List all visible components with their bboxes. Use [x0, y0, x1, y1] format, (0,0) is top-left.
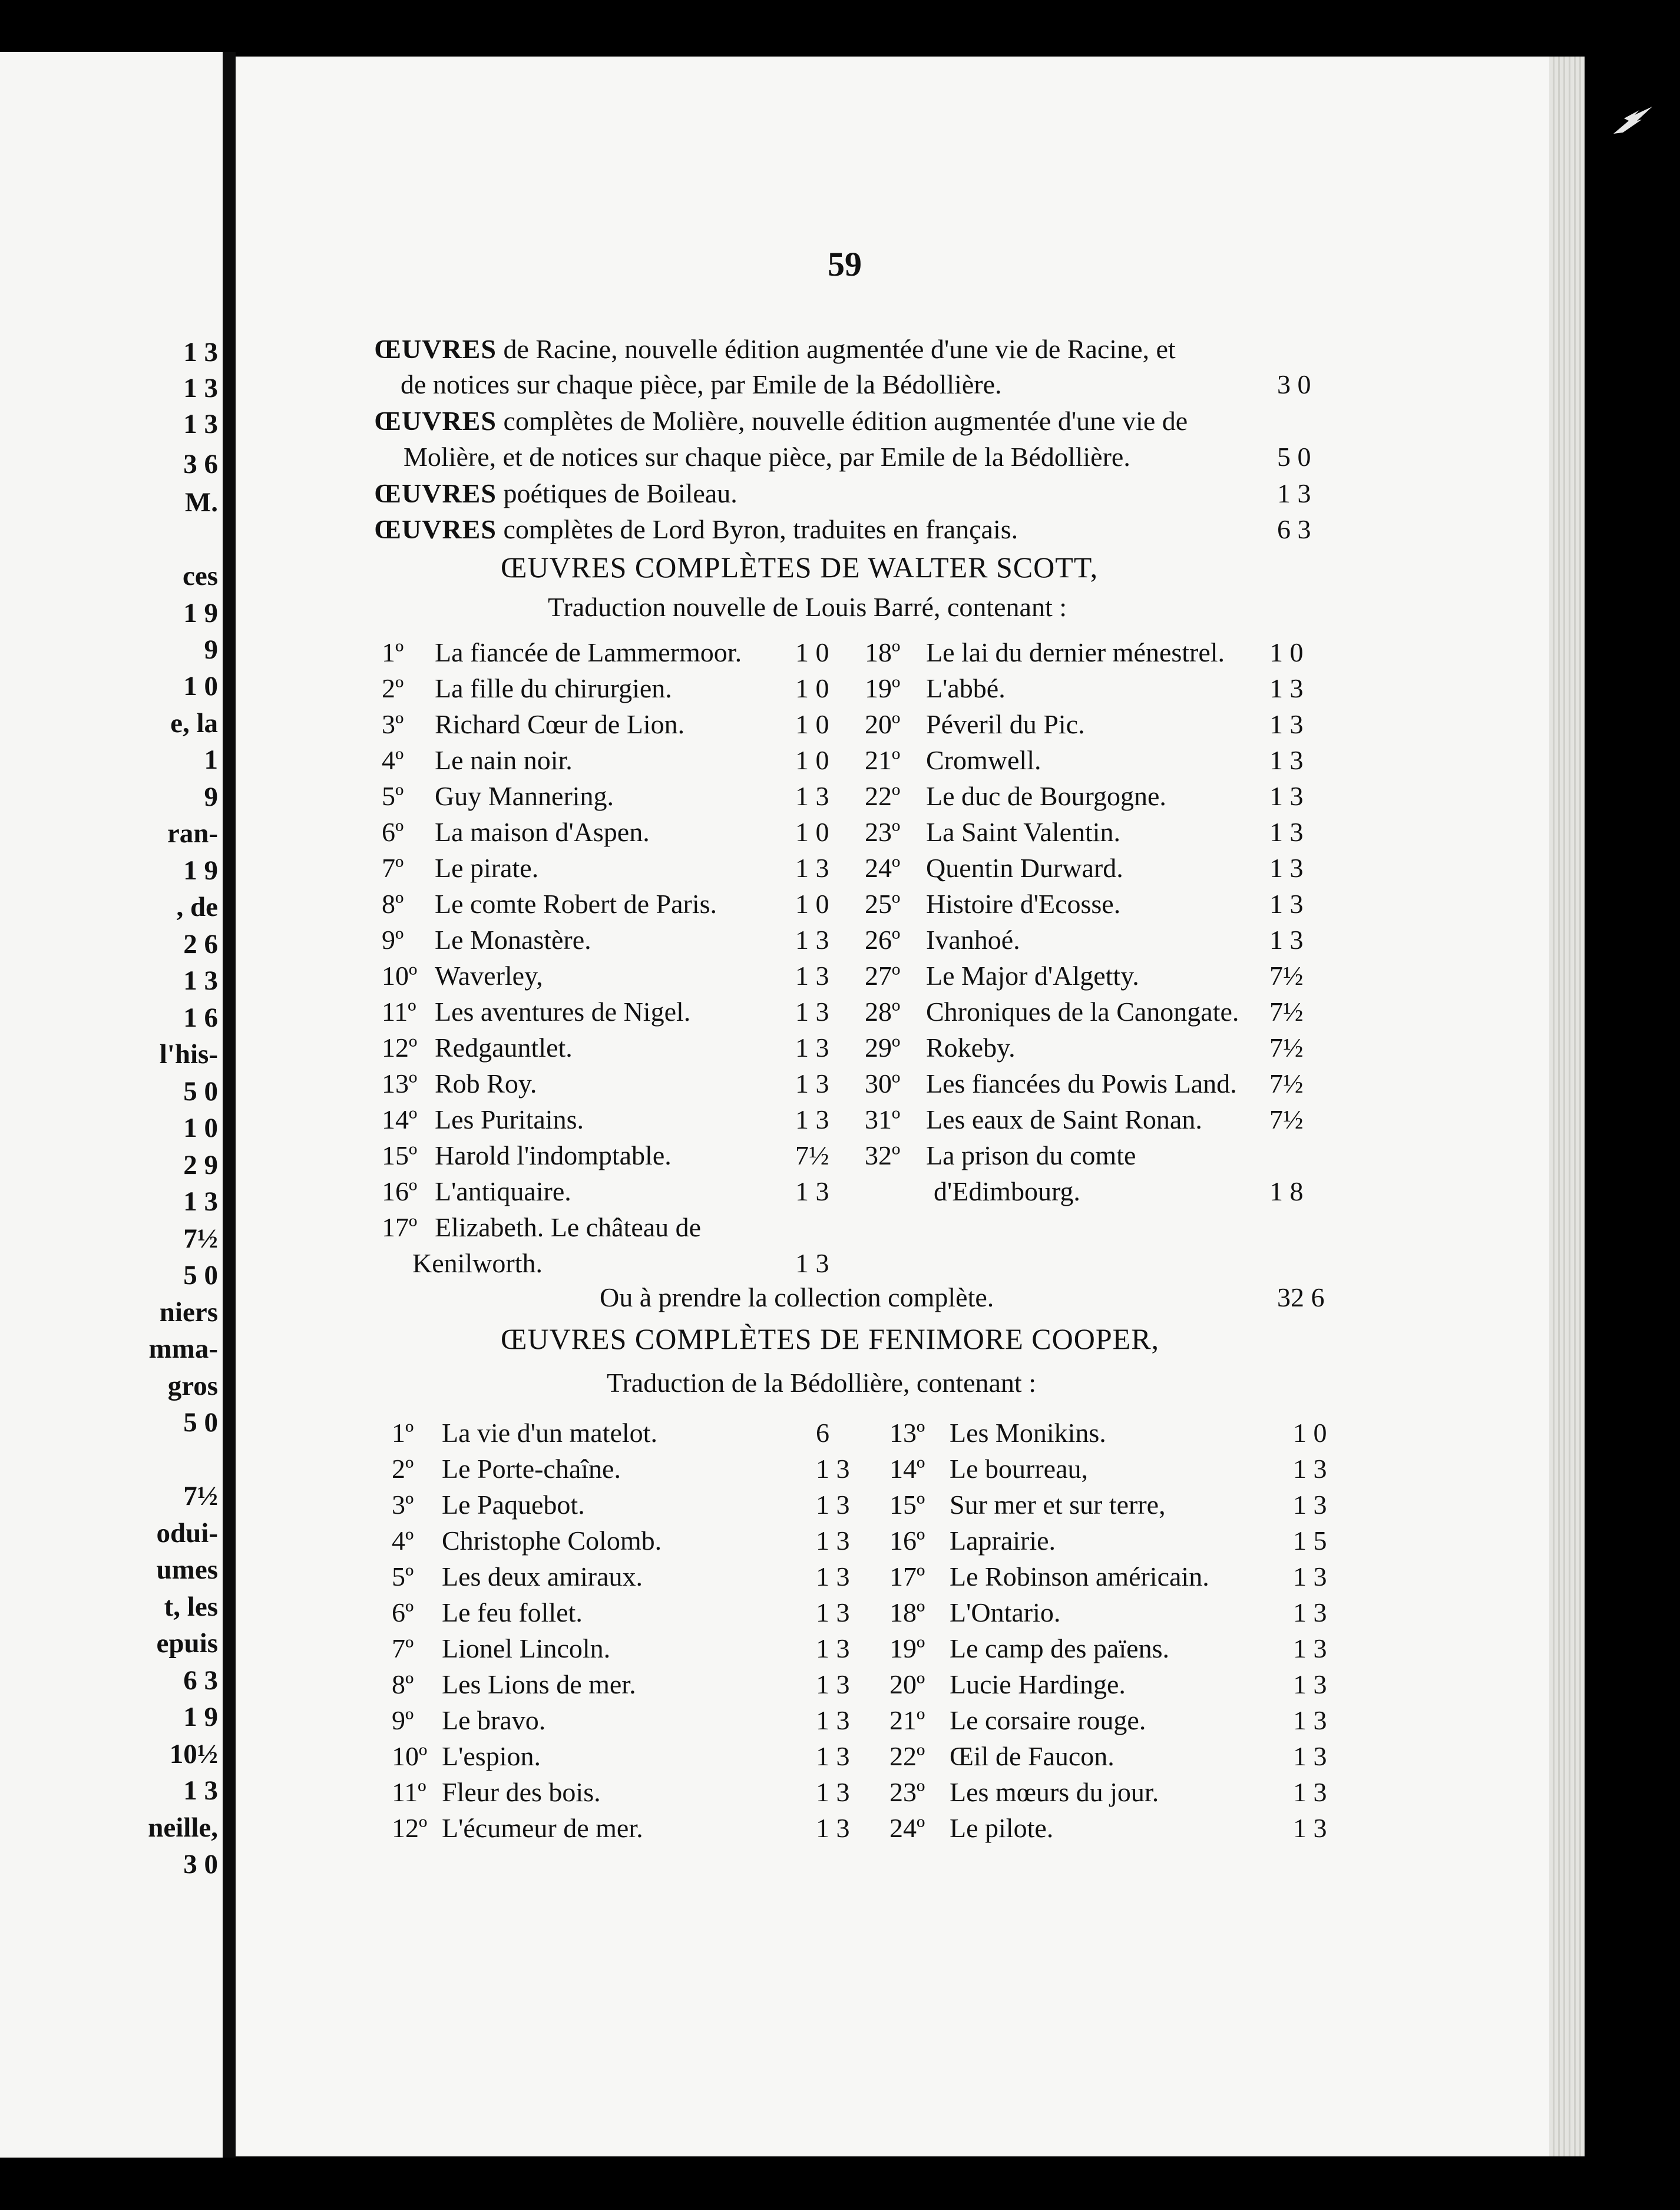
scott-entry-price: 7½: [1269, 1104, 1304, 1134]
cooper-entry-price: 1 3: [816, 1705, 850, 1735]
facing-page-fragment: 1 3: [183, 337, 218, 368]
cooper-entry-price: 1 5: [1293, 1526, 1327, 1556]
scott-entry-title: Cromwell.: [926, 745, 1041, 775]
scott-entry-number: 20º: [865, 709, 901, 739]
cooper-entry-title: Fleur des bois.: [442, 1777, 601, 1807]
scott-entry-number: 26º: [865, 925, 901, 955]
facing-page-fragment: niers: [159, 1297, 218, 1328]
scott-entry-number: 2º: [382, 673, 404, 703]
cooper-entry-number: 5º: [392, 1561, 414, 1592]
scott-entry-title: La prison du comte: [926, 1140, 1136, 1170]
cooper-entry-title: Lionel Lincoln.: [442, 1633, 611, 1663]
scott-entry-price: 1 3: [795, 1104, 829, 1134]
scott-entry-number: 29º: [865, 1033, 901, 1063]
scott-entry-number: 1º: [382, 637, 404, 667]
facing-page-fragment: odui-: [156, 1518, 218, 1549]
scott-entry-number: 8º: [382, 889, 404, 919]
scott-entry-number: 14º: [382, 1104, 418, 1134]
scott-entry-price: 1 3: [1269, 673, 1304, 703]
scott-entry-number: 18º: [865, 637, 901, 667]
cooper-entry-title: L'écumeur de mer.: [442, 1813, 643, 1843]
scott-entry-title: Kenilworth.: [412, 1248, 543, 1278]
cooper-entry-title: Le Porte-chaîne.: [442, 1454, 621, 1484]
scott-entry-title: Le nain noir.: [435, 745, 573, 775]
scott-entry-price: 1 8: [1269, 1176, 1304, 1206]
scott-entry-price: 1 0: [795, 745, 829, 775]
intro-line: de notices sur chaque pièce, par Emile de la Bédollière.: [401, 369, 1002, 399]
cooper-entry-title: Laprairie.: [950, 1526, 1056, 1556]
cooper-entry-number: 9º: [392, 1705, 414, 1735]
facing-page-fragment: ces: [182, 561, 218, 591]
scott-subheading: Traduction nouvelle de Louis Barré, contenant :: [548, 592, 1067, 622]
cooper-entry-number: 8º: [392, 1669, 414, 1699]
scott-entry-price: 1 3: [795, 853, 829, 883]
oeuvres-word: ŒUVRES: [374, 334, 497, 364]
facing-page-fragment: 6 3: [183, 1665, 218, 1696]
oeuvres-word: ŒUVRES: [374, 478, 497, 508]
cooper-entry-price: 1 3: [1293, 1705, 1327, 1735]
scott-entry-title: Le Monastère.: [435, 925, 591, 955]
facing-page-fragment: 1: [204, 745, 218, 775]
cooper-entry-number: 3º: [392, 1490, 414, 1520]
facing-page-fragment: 1 0: [183, 671, 218, 702]
cooper-entry-price: 1 3: [816, 1777, 850, 1807]
facing-page-fragment: 5 0: [183, 1260, 218, 1291]
scott-entry-number: 9º: [382, 925, 404, 955]
facing-page-fragment: 1 9: [183, 855, 218, 886]
cooper-entry-number: 11º: [392, 1777, 426, 1807]
facing-page-fragment: l'his-: [159, 1039, 218, 1070]
cooper-entry-title: Le bravo.: [442, 1705, 546, 1735]
scott-entry-title: Le comte Robert de Paris.: [435, 889, 717, 919]
cooper-entry-price: 1 3: [1293, 1490, 1327, 1520]
facing-page-fragment: 3 6: [183, 449, 218, 479]
cooper-entry-title: Christophe Colomb.: [442, 1526, 662, 1556]
page-edge: [1549, 57, 1585, 2156]
intro-price: 1 3: [1277, 478, 1311, 508]
cooper-entry-title: Les deux amiraux.: [442, 1561, 643, 1592]
scott-entry-price: 7½: [1269, 1068, 1304, 1099]
scott-entry-number: 22º: [865, 781, 901, 811]
cooper-entry-price: 1 3: [816, 1813, 850, 1843]
cooper-entry-title: Le pilote.: [950, 1813, 1054, 1843]
scott-entry-price: 1 3: [795, 925, 829, 955]
cooper-entry-price: 1 3: [816, 1454, 850, 1484]
cooper-entry-number: 20º: [889, 1669, 925, 1699]
cooper-entry-title: Le camp des païens.: [950, 1633, 1169, 1663]
scott-entry-title: Les fiancées du Powis Land.: [926, 1068, 1237, 1099]
scott-entry-price: 1 0: [795, 709, 829, 739]
facing-page-fragment: e, la: [170, 708, 218, 739]
facing-page-fragment: umes: [156, 1554, 218, 1585]
scott-entry-title: La fille du chirurgien.: [435, 673, 672, 703]
cooper-entry-title: Le corsaire rouge.: [950, 1705, 1146, 1735]
cooper-entry-price: 1 3: [1293, 1669, 1327, 1699]
scott-entry-title: Rob Roy.: [435, 1068, 537, 1099]
cooper-entry-price: 1 3: [1293, 1561, 1327, 1592]
cooper-subheading: Traduction de la Bédollière, contenant :: [607, 1368, 1036, 1398]
scott-entry-price: 1 3: [1269, 889, 1304, 919]
oeuvres-word: ŒUVRES: [374, 406, 497, 436]
cooper-entry-number: 17º: [889, 1561, 925, 1592]
cooper-entry-title: Le bourreau,: [950, 1454, 1088, 1484]
page-number: 59: [828, 245, 862, 283]
facing-page-fragment: 7½: [183, 1223, 218, 1254]
cooper-entry-price: 1 3: [816, 1526, 850, 1556]
facing-page-fragment: 5 0: [183, 1076, 218, 1107]
scott-entry-title: Richard Cœur de Lion.: [435, 709, 685, 739]
scott-collection-text: Ou à prendre la collection complète.: [600, 1282, 994, 1312]
scott-entry-number: 32º: [865, 1140, 901, 1170]
intro-price: 6 3: [1277, 514, 1311, 544]
facing-page-fragment: 1 9: [183, 1702, 218, 1732]
facing-page-fragment: gros: [167, 1371, 218, 1401]
cooper-entry-number: 16º: [889, 1526, 925, 1556]
facing-page: [0, 52, 223, 2158]
cooper-entry-number: 18º: [889, 1597, 925, 1627]
scott-entry-title: La fiancée de Lammermoor.: [435, 637, 742, 667]
scott-entry-title: Les eaux de Saint Ronan.: [926, 1104, 1202, 1134]
facing-page-fragment: 2 6: [183, 929, 218, 960]
scott-entry-price: 1 0: [795, 889, 829, 919]
scott-entry-price: 1 3: [795, 1068, 829, 1099]
scott-entry-title: La maison d'Aspen.: [435, 817, 650, 847]
scott-entry-price: 1 0: [795, 637, 829, 667]
scott-entry-price: 7½: [1269, 1033, 1304, 1063]
facing-page-fragment: 3 0: [183, 1849, 218, 1880]
cooper-entry-title: La vie d'un matelot.: [442, 1418, 657, 1448]
scott-entry-price: 1 0: [795, 673, 829, 703]
facing-page-fragment: mma-: [148, 1334, 218, 1364]
scott-entry-number: 21º: [865, 745, 901, 775]
scott-entry-price: 1 3: [1269, 817, 1304, 847]
cooper-entry-price: 1 3: [816, 1741, 850, 1771]
facing-page-fragment: , de: [176, 892, 218, 922]
cooper-entry-price: 1 3: [1293, 1741, 1327, 1771]
cooper-entry-price: 1 3: [1293, 1813, 1327, 1843]
cooper-entry-price: 1 3: [816, 1490, 850, 1520]
scott-entry-number: 19º: [865, 673, 901, 703]
cooper-entry-title: Le feu follet.: [442, 1597, 583, 1627]
facing-page-fragment: 1 0: [183, 1113, 218, 1143]
intro-price: 5 0: [1277, 442, 1311, 472]
facing-page-fragment: neille,: [148, 1812, 218, 1843]
scott-entry-number: 15º: [382, 1140, 418, 1170]
scott-entry-title: Le duc de Bourgogne.: [926, 781, 1166, 811]
scott-heading: ŒUVRES COMPLÈTES DE WALTER SCOTT,: [501, 551, 1099, 584]
intro-line: ŒUVRES poétiques de Boileau.: [374, 478, 738, 508]
scott-entry-title: Ivanhoé.: [926, 925, 1020, 955]
scott-entry-title: Le Major d'Algetty.: [926, 961, 1139, 991]
scott-collection-price: 32 6: [1277, 1282, 1325, 1312]
scott-entry-price: 7½: [1269, 997, 1304, 1027]
scott-entry-number: 24º: [865, 853, 901, 883]
cooper-entry-title: L'espion.: [442, 1741, 541, 1771]
scott-entry-price: 1 3: [1269, 709, 1304, 739]
scott-entry-price: 1 0: [1269, 637, 1304, 667]
cooper-entry-number: 22º: [889, 1741, 925, 1771]
facing-page-fragment: 1 3: [183, 1186, 218, 1217]
pen-mark: [1611, 103, 1658, 138]
facing-page-fragment: 2 9: [183, 1150, 218, 1180]
scott-entry-title: L'antiquaire.: [435, 1176, 571, 1206]
facing-page-fragment: 1 3: [183, 1775, 218, 1806]
scott-entry-title: Péveril du Pic.: [926, 709, 1085, 739]
cooper-entry-title: Œil de Faucon.: [950, 1741, 1115, 1771]
scott-entry-number: 16º: [382, 1176, 418, 1206]
facing-page-fragment: 10½: [169, 1739, 218, 1769]
intro-line: Molière, et de notices sur chaque pièce, par Emile de la Bédollière.: [404, 442, 1130, 472]
scott-entry-title: Les aventures de Nigel.: [435, 997, 691, 1027]
cooper-entry-title: Sur mer et sur terre,: [950, 1490, 1166, 1520]
facing-page-fragment: 9: [204, 634, 218, 665]
cooper-entry-title: Lucie Hardinge.: [950, 1669, 1126, 1699]
scott-entry-title: Harold l'indomptable.: [435, 1140, 672, 1170]
cooper-entry-number: 14º: [889, 1454, 925, 1484]
cooper-entry-number: 4º: [392, 1526, 414, 1556]
cooper-entry-title: Le Robinson américain.: [950, 1561, 1209, 1592]
scott-entry-number: 30º: [865, 1068, 901, 1099]
scott-entry-price: 1 3: [795, 997, 829, 1027]
scott-entry-title: Quentin Durward.: [926, 853, 1123, 883]
scott-entry-price: 1 3: [795, 1248, 829, 1278]
intro-line: ŒUVRES complètes de Molière, nouvelle édition augmentée d'une vie de: [374, 406, 1188, 436]
scott-entry-price: 1 3: [1269, 853, 1304, 883]
scott-entry-title: Histoire d'Ecosse.: [926, 889, 1121, 919]
scott-entry-number: 11º: [382, 997, 416, 1027]
cooper-entry-number: 10º: [392, 1741, 428, 1771]
scott-entry-title: Guy Mannering.: [435, 781, 614, 811]
scott-entry-title: Rokeby.: [926, 1033, 1016, 1063]
cooper-entry-price: 1 0: [1293, 1418, 1327, 1448]
scott-entry-number: 13º: [382, 1068, 418, 1099]
scott-entry-price: 1 3: [1269, 781, 1304, 811]
scott-entry-title: Les Puritains.: [435, 1104, 584, 1134]
scott-entry-number: 17º: [382, 1212, 418, 1242]
scott-entry-title: Elizabeth. Le château de: [435, 1212, 702, 1242]
scott-entry-number: 6º: [382, 817, 404, 847]
cooper-entry-number: 21º: [889, 1705, 925, 1735]
scott-entry-number: 25º: [865, 889, 901, 919]
cooper-entry-number: 6º: [392, 1597, 414, 1627]
scott-entry-price: 1 3: [795, 961, 829, 991]
facing-page-fragment: epuis: [156, 1628, 218, 1659]
scott-entry-number: 10º: [382, 961, 418, 991]
scott-entry-number: 28º: [865, 997, 901, 1027]
facing-page-fragment: 1 3: [183, 409, 218, 439]
scott-entry-price: 1 3: [1269, 745, 1304, 775]
cooper-entry-title: Les mœurs du jour.: [950, 1777, 1159, 1807]
scott-entry-title: d'Edimbourg.: [934, 1176, 1080, 1206]
intro-line: ŒUVRES complètes de Lord Byron, traduites en français.: [374, 514, 1018, 544]
scott-entry-number: 5º: [382, 781, 404, 811]
cooper-entry-title: Les Lions de mer.: [442, 1669, 636, 1699]
scott-entry-title: La Saint Valentin.: [926, 817, 1121, 847]
scott-entry-number: 23º: [865, 817, 901, 847]
scott-entry-number: 31º: [865, 1104, 901, 1134]
facing-page-fragment: 9: [204, 782, 218, 812]
cooper-entry-title: Le Paquebot.: [442, 1490, 585, 1520]
intro-price: 3 0: [1277, 369, 1311, 399]
cooper-entry-price: 1 3: [816, 1597, 850, 1627]
cooper-entry-number: 7º: [392, 1633, 414, 1663]
scott-entry-price: 1 0: [795, 817, 829, 847]
scott-entry-number: 3º: [382, 709, 404, 739]
cooper-entry-price: 1 3: [1293, 1454, 1327, 1484]
scott-entry-price: 1 3: [795, 1033, 829, 1063]
scott-entry-price: 1 3: [795, 781, 829, 811]
cooper-entry-title: L'Ontario.: [950, 1597, 1061, 1627]
scott-entry-title: Le pirate.: [435, 853, 539, 883]
facing-page-fragment: 5 0: [183, 1407, 218, 1438]
facing-page-fragment: 7½: [183, 1481, 218, 1511]
cooper-entry-number: 13º: [889, 1418, 925, 1448]
cooper-entry-number: 15º: [889, 1490, 925, 1520]
scott-entry-number: 7º: [382, 853, 404, 883]
scott-entry-title: Waverley,: [435, 961, 543, 991]
scott-entry-price: 1 3: [1269, 925, 1304, 955]
cooper-entry-price: 1 3: [816, 1561, 850, 1592]
cooper-entry-price: 1 3: [1293, 1597, 1327, 1627]
cooper-entry-number: 12º: [392, 1813, 428, 1843]
cooper-entry-price: 1 3: [1293, 1777, 1327, 1807]
scott-entry-price: 7½: [795, 1140, 829, 1170]
facing-page-fragment: t, les: [164, 1592, 218, 1622]
scott-entry-number: 4º: [382, 745, 404, 775]
oeuvres-word: ŒUVRES: [374, 514, 497, 544]
cooper-heading: ŒUVRES COMPLÈTES DE FENIMORE COOPER,: [501, 1322, 1160, 1355]
scott-entry-price: 7½: [1269, 961, 1304, 991]
scott-entry-title: Redgauntlet.: [435, 1033, 573, 1063]
book-gutter: [223, 52, 236, 2158]
facing-page-fragment: 1 9: [183, 598, 218, 628]
facing-page-fragment: M.: [184, 487, 218, 518]
scott-entry-title: Chroniques de la Canongate.: [926, 997, 1239, 1027]
intro-line: ŒUVRES de Racine, nouvelle édition augmentée d'une vie de Racine, et: [374, 334, 1176, 364]
cooper-entry-number: 23º: [889, 1777, 925, 1807]
facing-page-fragment: 1 3: [183, 965, 218, 996]
scott-entry-title: Le lai du dernier ménestrel.: [926, 637, 1225, 667]
facing-page-fragment: 1 6: [183, 1003, 218, 1033]
cooper-entry-number: 24º: [889, 1813, 925, 1843]
facing-page-fragment: ran-: [167, 818, 218, 849]
cooper-entry-price: 1 3: [1293, 1633, 1327, 1663]
scott-entry-price: 1 3: [795, 1176, 829, 1206]
cooper-entry-number: 1º: [392, 1418, 414, 1448]
cooper-entry-price: 1 3: [816, 1633, 850, 1663]
cooper-entry-price: 6: [816, 1418, 829, 1448]
cooper-entry-number: 2º: [392, 1454, 414, 1484]
cooper-entry-title: Les Monikins.: [950, 1418, 1106, 1448]
scott-entry-title: L'abbé.: [926, 673, 1006, 703]
scott-entry-number: 27º: [865, 961, 901, 991]
scott-entry-number: 12º: [382, 1033, 418, 1063]
cooper-entry-price: 1 3: [816, 1669, 850, 1699]
facing-page-fragment: 1 3: [183, 373, 218, 403]
cooper-entry-number: 19º: [889, 1633, 925, 1663]
